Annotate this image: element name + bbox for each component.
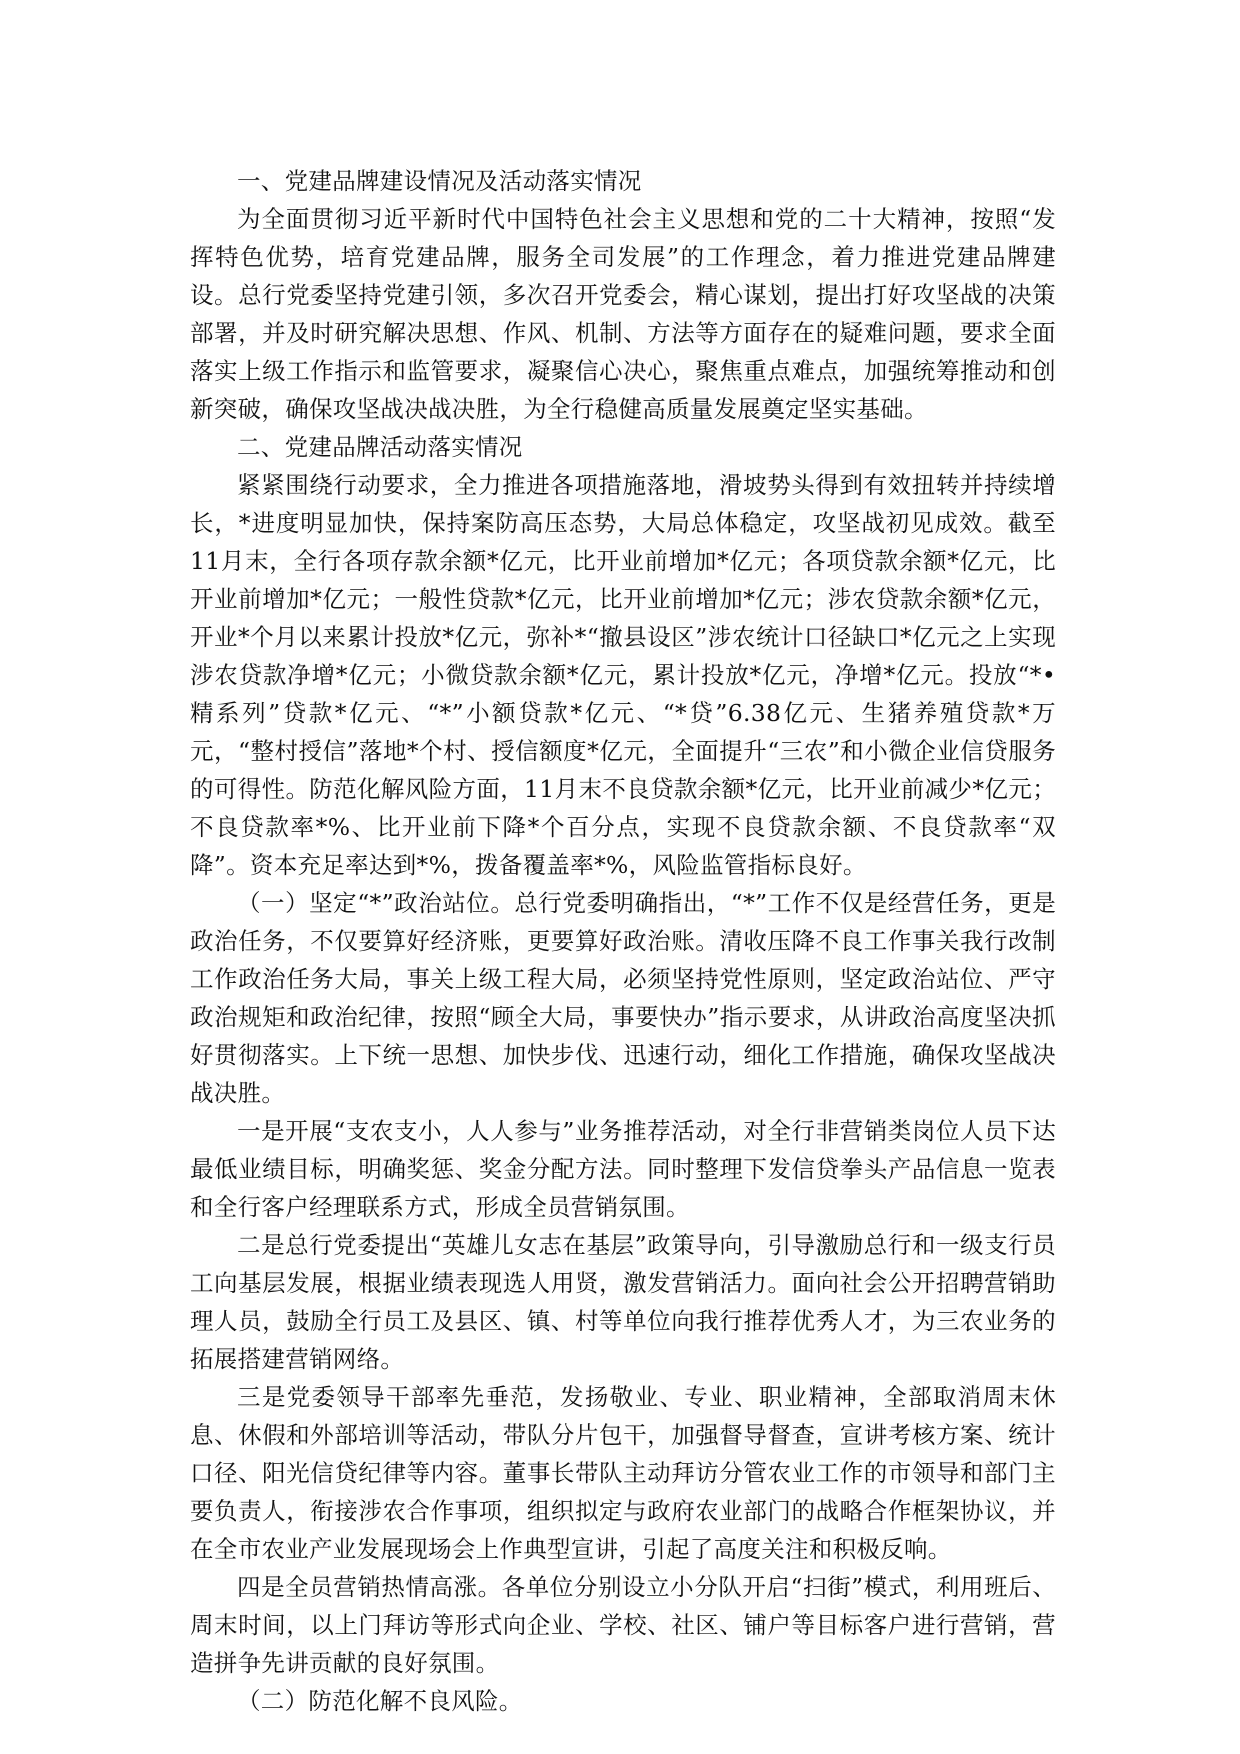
paragraph-intro: 为全面贯彻习近平新时代中国特色社会主义思想和党的二十大精神，按照“发挥特色优势，培育党建品牌，服务全司发展”的工作理念，着力推进党建品牌建设。总行党委坚持党建引领，多次召开党委会，精心谋划，提出打好攻坚战的决策部署，并及时研究解决思想、作风、机制、方法等方面存在的疑难问题，要求全面落实上级工作指示和监管要求，凝聚信心决心，聚焦重点难点，加强统筹推动和创新突破，确保攻坚战决战决胜，为全行稳健高质量发展奠定坚实基础。 [190,205,1056,423]
section-heading-2: 二、党建品牌活动落实情况 [237,433,523,461]
paragraph-item-3: 三是党委领导干部率先垂范，发扬敬业、专业、职业精神，全部取消周末休息、休假和外部培训等活动，带队分片包干，加强督导督查，宣讲考核方案、统计口径、阳光信贷纪律等内容。董事长带队主动拜访分管农业工作的市领导和部门主要负责人，衔接涉农合作事项，组织拟定与政府农业部门的战略合作框架协议，并在全市农业产业发展现场会上作典型宣讲，引起了高度关注和积极反响。 [190,1383,1056,1563]
paragraph-item-1: 一是开展“支农支小，人人参与”业务推荐活动，对全行非营销类岗位人员下达最低业绩目标，明确奖惩、奖金分配方法。同时整理下发信贷拳头产品信息一览表和全行客户经理联系方式，形成全员营销氛围。 [190,1117,1056,1221]
paragraph-results: 紧紧围绕行动要求，全力推进各项措施落地，滑坡势头得到有效扭转并持续增长，*进度明显加快，保持案防高压态势，大局总体稳定，攻坚战初见成效。截至11月末，全行各项存款余额*亿元，比开业前增加*亿元；各项贷款余额*亿元，比开业前增加*亿元；一般性贷款*亿元，比开业前增加*亿元；涉农贷款余额*亿元，开业*个月以来累计投放*亿元，弥补*“撤县设区”涉农统计口径缺口*亿元之上实现涉农贷款净增*亿元；小微贷款余额*亿元，累计投放*亿元，净增*亿元。投放“*•精系列”贷款*亿元、“*”小额贷款*亿元、“*贷”6.38亿元、生猪养殖贷款*万元，“整村授信”落地*个村、授信额度*亿元，全面提升“三农”和小微企业信贷服务的可得性。防范化解风险方面，11月末不良贷款余额*亿元，比开业前减少*亿元；不良贷款率*%、比开业前下降*个百分点，实现不良贷款余额、不良贷款率“双降”。资本充足率达到*%，拨备覆盖率*%，风险监管指标良好。 [190,471,1056,879]
section-heading-1: 一、党建品牌建设情况及活动落实情况 [237,167,642,195]
document-body [190,162,1056,1720]
subsection-2-heading: （二）防范化解不良风险。 [237,1687,523,1715]
paragraph-item-2: 二是总行党委提出“英雄儿女志在基层”政策导向，引导激励总行和一级支行员工向基层发展，根据业绩表现选人用贤，激发营销活力。面向社会公开招聘营销助理人员，鼓励全行员工及县区、镇、村等单位向我行推荐优秀人才，为三农业务的拓展搭建营销网络。 [190,1231,1056,1373]
paragraph-item-4: 四是全员营销热情高涨。各单位分别设立小分队开启“扫街”模式，利用班后、周末时间，以上门拜访等形式向企业、学校、社区、铺户等目标客户进行营销，营造拼争先讲贡献的良好氛围。 [190,1573,1056,1677]
subsection-1-paragraph: （一）坚定“*”政治站位。总行党委明确指出，“*”工作不仅是经营任务，更是政治任务，不仅要算好经济账，更要算好政治账。清收压降不良工作事关我行改制工作政治任务大局，事关上级工程大局，必须坚持党性原则，坚定政治站位、严守政治规矩和政治纪律，按照“顾全大局，事要快办”指示要求，从讲政治高度坚决抓好贯彻落实。上下统一思想、加快步伐、迅速行动，细化工作措施，确保攻坚战决战决胜。 [190,889,1056,1107]
